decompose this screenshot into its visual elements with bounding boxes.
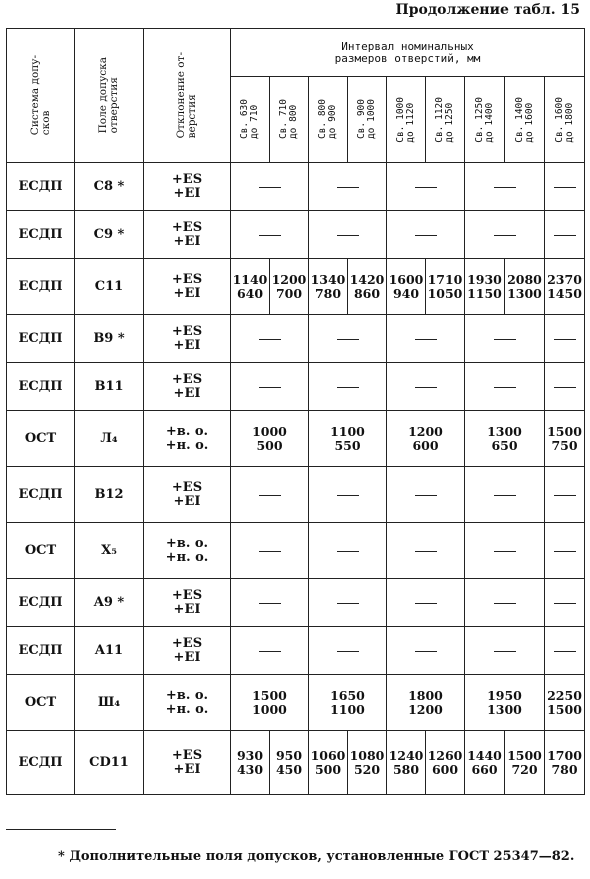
- deviation-cell: [144, 211, 231, 259]
- range-label: Св. 1000 до 1120: [395, 96, 416, 143]
- value: 1150: [467, 285, 502, 301]
- empty-cell: [545, 163, 585, 211]
- empty-cell: [387, 523, 465, 579]
- value: 600: [431, 761, 459, 777]
- deviation-label: +EI: [173, 761, 201, 777]
- dash-mark: [259, 235, 281, 236]
- deviation-label: +ES: [171, 171, 203, 187]
- empty-cell: [309, 627, 387, 675]
- empty-cell: [231, 627, 309, 675]
- header-system: [7, 29, 75, 163]
- dash-mark: [554, 187, 576, 188]
- deviation-cell: [144, 163, 231, 211]
- dash-mark: [259, 495, 281, 496]
- value-cell: [545, 675, 585, 731]
- value-cell: [545, 411, 585, 467]
- deviation-label: +EI: [173, 337, 201, 353]
- field-cell: A11: [75, 627, 144, 675]
- system-cell: ОСТ: [7, 675, 75, 731]
- empty-cell: [309, 579, 387, 627]
- value-cell: [545, 259, 585, 315]
- deviation-label: +ES: [171, 479, 203, 495]
- value: 1650: [330, 687, 365, 703]
- table-row: [7, 627, 585, 675]
- system-cell: ОСТ: [7, 523, 75, 579]
- deviation-label: +EI: [173, 493, 201, 509]
- deviation-label: +EI: [173, 385, 201, 401]
- deviation-cell: [144, 523, 231, 579]
- deviation-cell: [144, 579, 231, 627]
- value-cell: [465, 731, 505, 795]
- deviation-label: +в. о.: [165, 535, 209, 551]
- value-cell: [231, 411, 309, 467]
- value: 1450: [547, 285, 582, 301]
- value-cell: [309, 259, 348, 315]
- value-cell: [348, 259, 387, 315]
- range-label: Св. 1250 до 1400: [473, 96, 495, 143]
- empty-cell: [465, 579, 545, 627]
- deviation-label: +ES: [171, 747, 203, 763]
- value-cell: [505, 259, 545, 315]
- dash-mark: [494, 235, 516, 236]
- deviation-label: +ES: [171, 635, 203, 651]
- empty-cell: [387, 627, 465, 675]
- empty-cell: [387, 363, 465, 411]
- deviation-label: +в. о.: [165, 687, 209, 703]
- value: 1500: [547, 701, 582, 717]
- table-body: [7, 163, 585, 795]
- value: 650: [491, 437, 518, 453]
- value: 2250: [547, 687, 582, 703]
- value-cell: [270, 259, 309, 315]
- dash-mark: [415, 551, 437, 552]
- value-cell: [231, 731, 270, 795]
- field-cell: C8 *: [75, 163, 144, 211]
- value-cell: [465, 259, 505, 315]
- range-label: Св. 800 до 900: [317, 99, 338, 140]
- value: 500: [256, 437, 283, 453]
- header-deviation-label: Отклонение от- верстия: [175, 52, 198, 139]
- dash-mark: [494, 603, 516, 604]
- range-header: [348, 77, 387, 163]
- dash-mark: [337, 387, 359, 388]
- deviation-cell: [144, 731, 231, 795]
- empty-cell: [465, 363, 545, 411]
- value: 660: [471, 761, 498, 777]
- empty-cell: [465, 315, 545, 363]
- deviation-label: +ES: [171, 371, 203, 387]
- system-cell: ЕСДП: [7, 579, 75, 627]
- value: 1100: [330, 423, 365, 439]
- field-cell: C9 *: [75, 211, 144, 259]
- table-row: [7, 315, 585, 363]
- value: 780: [551, 761, 578, 777]
- range-header: [387, 77, 426, 163]
- table-row: [7, 411, 585, 467]
- dash-mark: [494, 495, 516, 496]
- value: 1200: [408, 423, 443, 439]
- dash-mark: [337, 339, 359, 340]
- dash-mark: [415, 495, 437, 496]
- table-row: [7, 467, 585, 523]
- value-cell: [387, 675, 465, 731]
- value: 950: [275, 747, 303, 763]
- empty-cell: [231, 523, 309, 579]
- field-cell: Ш₄: [75, 675, 144, 731]
- dash-mark: [337, 551, 359, 552]
- value: 1950: [487, 687, 522, 703]
- footnote: * Дополнительные поля допусков, установленные ГОСТ 25347—82.: [58, 849, 575, 864]
- empty-cell: [387, 315, 465, 363]
- table-row: [7, 731, 585, 795]
- deviation-label: +н. о.: [165, 549, 209, 565]
- value: 1420: [349, 271, 385, 287]
- value: 860: [353, 285, 381, 301]
- value: 1000: [252, 701, 287, 717]
- value-cell: [270, 731, 309, 795]
- value-cell: [465, 675, 545, 731]
- value: 940: [392, 285, 420, 301]
- value: 1100: [330, 701, 365, 717]
- value: 550: [334, 437, 361, 453]
- dash-mark: [554, 603, 576, 604]
- dash-mark: [494, 551, 516, 552]
- deviation-label: +в. о.: [165, 423, 209, 439]
- empty-cell: [545, 211, 585, 259]
- table-row: [7, 211, 585, 259]
- value: 750: [551, 437, 578, 453]
- value-cell: [309, 731, 348, 795]
- dash-mark: [337, 187, 359, 188]
- header-field-label: Поле допуска отверстия: [97, 57, 120, 134]
- dash-mark: [337, 495, 359, 496]
- dash-mark: [337, 603, 359, 604]
- range-header: [545, 77, 585, 163]
- header-deviation: [144, 29, 231, 163]
- value: 700: [275, 285, 303, 301]
- header-interval: Интервал номинальных размеров отверстий, мм: [231, 29, 585, 77]
- value-cell: [465, 411, 545, 467]
- empty-cell: [309, 211, 387, 259]
- empty-cell: [309, 163, 387, 211]
- dash-mark: [259, 387, 281, 388]
- value-cell: [426, 259, 465, 315]
- value: 1340: [310, 271, 346, 287]
- value: 1500: [252, 687, 287, 703]
- range-label: Св. 1400 до 1600: [513, 96, 535, 143]
- value: 1800: [408, 687, 443, 703]
- dash-mark: [415, 339, 437, 340]
- value: 500: [314, 761, 342, 777]
- header-system-label: Система допу- сков: [28, 55, 52, 136]
- value: 720: [511, 761, 538, 777]
- field-cell: B11: [75, 363, 144, 411]
- dash-mark: [415, 603, 437, 604]
- empty-cell: [545, 467, 585, 523]
- empty-cell: [465, 163, 545, 211]
- deviation-label: +EI: [173, 285, 201, 301]
- range-label: Св. 1600 до 1800: [553, 96, 575, 143]
- dash-mark: [259, 551, 281, 552]
- system-cell: ЕСДП: [7, 315, 75, 363]
- footnote-divider: [6, 829, 116, 830]
- value-cell: [309, 411, 387, 467]
- value: 1200: [271, 271, 307, 287]
- deviation-cell: [144, 315, 231, 363]
- system-cell: ОСТ: [7, 411, 75, 467]
- empty-cell: [309, 467, 387, 523]
- empty-cell: [387, 163, 465, 211]
- value: 1300: [487, 701, 522, 717]
- value: 1260: [427, 747, 463, 763]
- range-label: Св. 630 до 710: [239, 99, 260, 140]
- value: 1500: [547, 423, 582, 439]
- value-cell: [348, 731, 387, 795]
- value: 930: [236, 747, 264, 763]
- empty-cell: [231, 315, 309, 363]
- range-header: [309, 77, 348, 163]
- value: 1240: [388, 747, 424, 763]
- empty-cell: [465, 523, 545, 579]
- dash-mark: [259, 339, 281, 340]
- field-cell: X₅: [75, 523, 144, 579]
- value-cell: [231, 259, 270, 315]
- value: 600: [412, 437, 439, 453]
- header-field: [75, 29, 144, 163]
- empty-cell: [387, 467, 465, 523]
- deviation-label: +EI: [173, 601, 201, 617]
- range-header: [505, 77, 545, 163]
- table-row: [7, 259, 585, 315]
- value: 640: [236, 285, 264, 301]
- value: 520: [353, 761, 381, 777]
- empty-cell: [231, 211, 309, 259]
- value-cell: [387, 731, 426, 795]
- dash-mark: [554, 551, 576, 552]
- value: 1300: [507, 285, 542, 301]
- system-cell: ЕСДП: [7, 211, 75, 259]
- deviation-cell: [144, 675, 231, 731]
- value: 1700: [547, 747, 582, 763]
- deviation-label: +EI: [173, 649, 201, 665]
- empty-cell: [309, 315, 387, 363]
- field-cell: A9 *: [75, 579, 144, 627]
- field-cell: C11: [75, 259, 144, 315]
- empty-cell: [545, 627, 585, 675]
- value-cell: [505, 731, 545, 795]
- value: 1600: [388, 271, 424, 287]
- empty-cell: [545, 523, 585, 579]
- deviation-cell: [144, 627, 231, 675]
- value: 1050: [427, 285, 463, 301]
- empty-cell: [465, 627, 545, 675]
- dash-mark: [259, 187, 281, 188]
- empty-cell: [545, 315, 585, 363]
- table-row: [7, 579, 585, 627]
- system-cell: ЕСДП: [7, 467, 75, 523]
- value: 1000: [252, 423, 287, 439]
- deviation-label: +ES: [171, 271, 203, 287]
- value: 2370: [547, 271, 582, 287]
- empty-cell: [545, 363, 585, 411]
- deviation-label: +ES: [171, 323, 203, 339]
- table-row: [7, 523, 585, 579]
- deviation-label: +ES: [171, 587, 203, 603]
- value: 1930: [467, 271, 502, 287]
- deviation-label: +EI: [173, 233, 201, 249]
- table-caption: Продолжение табл. 15: [395, 2, 580, 18]
- dash-mark: [494, 339, 516, 340]
- value: 1060: [310, 747, 346, 763]
- value-cell: [426, 731, 465, 795]
- range-label: Св. 1120 до 1250: [434, 96, 455, 143]
- value: 1140: [232, 271, 268, 287]
- empty-cell: [231, 163, 309, 211]
- system-cell: ЕСДП: [7, 363, 75, 411]
- field-cell: Л₄: [75, 411, 144, 467]
- empty-cell: [309, 523, 387, 579]
- range-label: Св. 900 до 1000: [356, 99, 377, 140]
- dash-mark: [415, 187, 437, 188]
- empty-cell: [231, 363, 309, 411]
- empty-cell: [387, 579, 465, 627]
- dash-mark: [494, 187, 516, 188]
- field-cell: B9 *: [75, 315, 144, 363]
- dash-mark: [415, 235, 437, 236]
- system-cell: ЕСДП: [7, 627, 75, 675]
- dash-mark: [494, 651, 516, 652]
- system-cell: ЕСДП: [7, 163, 75, 211]
- system-cell: ЕСДП: [7, 259, 75, 315]
- value: 2080: [507, 271, 542, 287]
- field-cell: B12: [75, 467, 144, 523]
- deviation-cell: [144, 411, 231, 467]
- dash-mark: [554, 495, 576, 496]
- value: 430: [236, 761, 264, 777]
- value-cell: [545, 731, 585, 795]
- system-cell: ЕСДП: [7, 731, 75, 795]
- deviation-label: +ES: [171, 219, 203, 235]
- range-header: [465, 77, 505, 163]
- table-row: [7, 675, 585, 731]
- value: 1080: [349, 747, 385, 763]
- dash-mark: [554, 651, 576, 652]
- value-cell: [387, 411, 465, 467]
- deviation-label: +EI: [173, 185, 201, 201]
- range-label: Св. 710 до 800: [278, 99, 299, 140]
- tolerance-table: [6, 28, 585, 795]
- value-cell: [231, 675, 309, 731]
- empty-cell: [309, 363, 387, 411]
- empty-cell: [465, 467, 545, 523]
- field-cell: CD11: [75, 731, 144, 795]
- dash-mark: [415, 387, 437, 388]
- dash-mark: [554, 339, 576, 340]
- dash-mark: [554, 235, 576, 236]
- deviation-cell: [144, 467, 231, 523]
- value: 1710: [427, 271, 463, 287]
- dash-mark: [554, 387, 576, 388]
- value: 1500: [507, 747, 542, 763]
- range-header: [231, 77, 270, 163]
- empty-cell: [465, 211, 545, 259]
- table-row: [7, 363, 585, 411]
- empty-cell: [545, 579, 585, 627]
- deviation-cell: [144, 259, 231, 315]
- value: 1300: [487, 423, 522, 439]
- empty-cell: [387, 211, 465, 259]
- dash-mark: [415, 651, 437, 652]
- dash-mark: [337, 235, 359, 236]
- range-header: [270, 77, 309, 163]
- deviation-cell: [144, 363, 231, 411]
- value: 1200: [408, 701, 443, 717]
- value: 450: [275, 761, 303, 777]
- dash-mark: [337, 651, 359, 652]
- value-cell: [309, 675, 387, 731]
- value: 1440: [467, 747, 502, 763]
- range-header: [426, 77, 465, 163]
- dash-mark: [259, 651, 281, 652]
- dash-mark: [494, 387, 516, 388]
- empty-cell: [231, 467, 309, 523]
- empty-cell: [231, 579, 309, 627]
- value: 780: [314, 285, 342, 301]
- deviation-label: +н. о.: [165, 701, 209, 717]
- value: 580: [392, 761, 420, 777]
- value-cell: [387, 259, 426, 315]
- deviation-label: +н. о.: [165, 437, 209, 453]
- table-row: [7, 163, 585, 211]
- dash-mark: [259, 603, 281, 604]
